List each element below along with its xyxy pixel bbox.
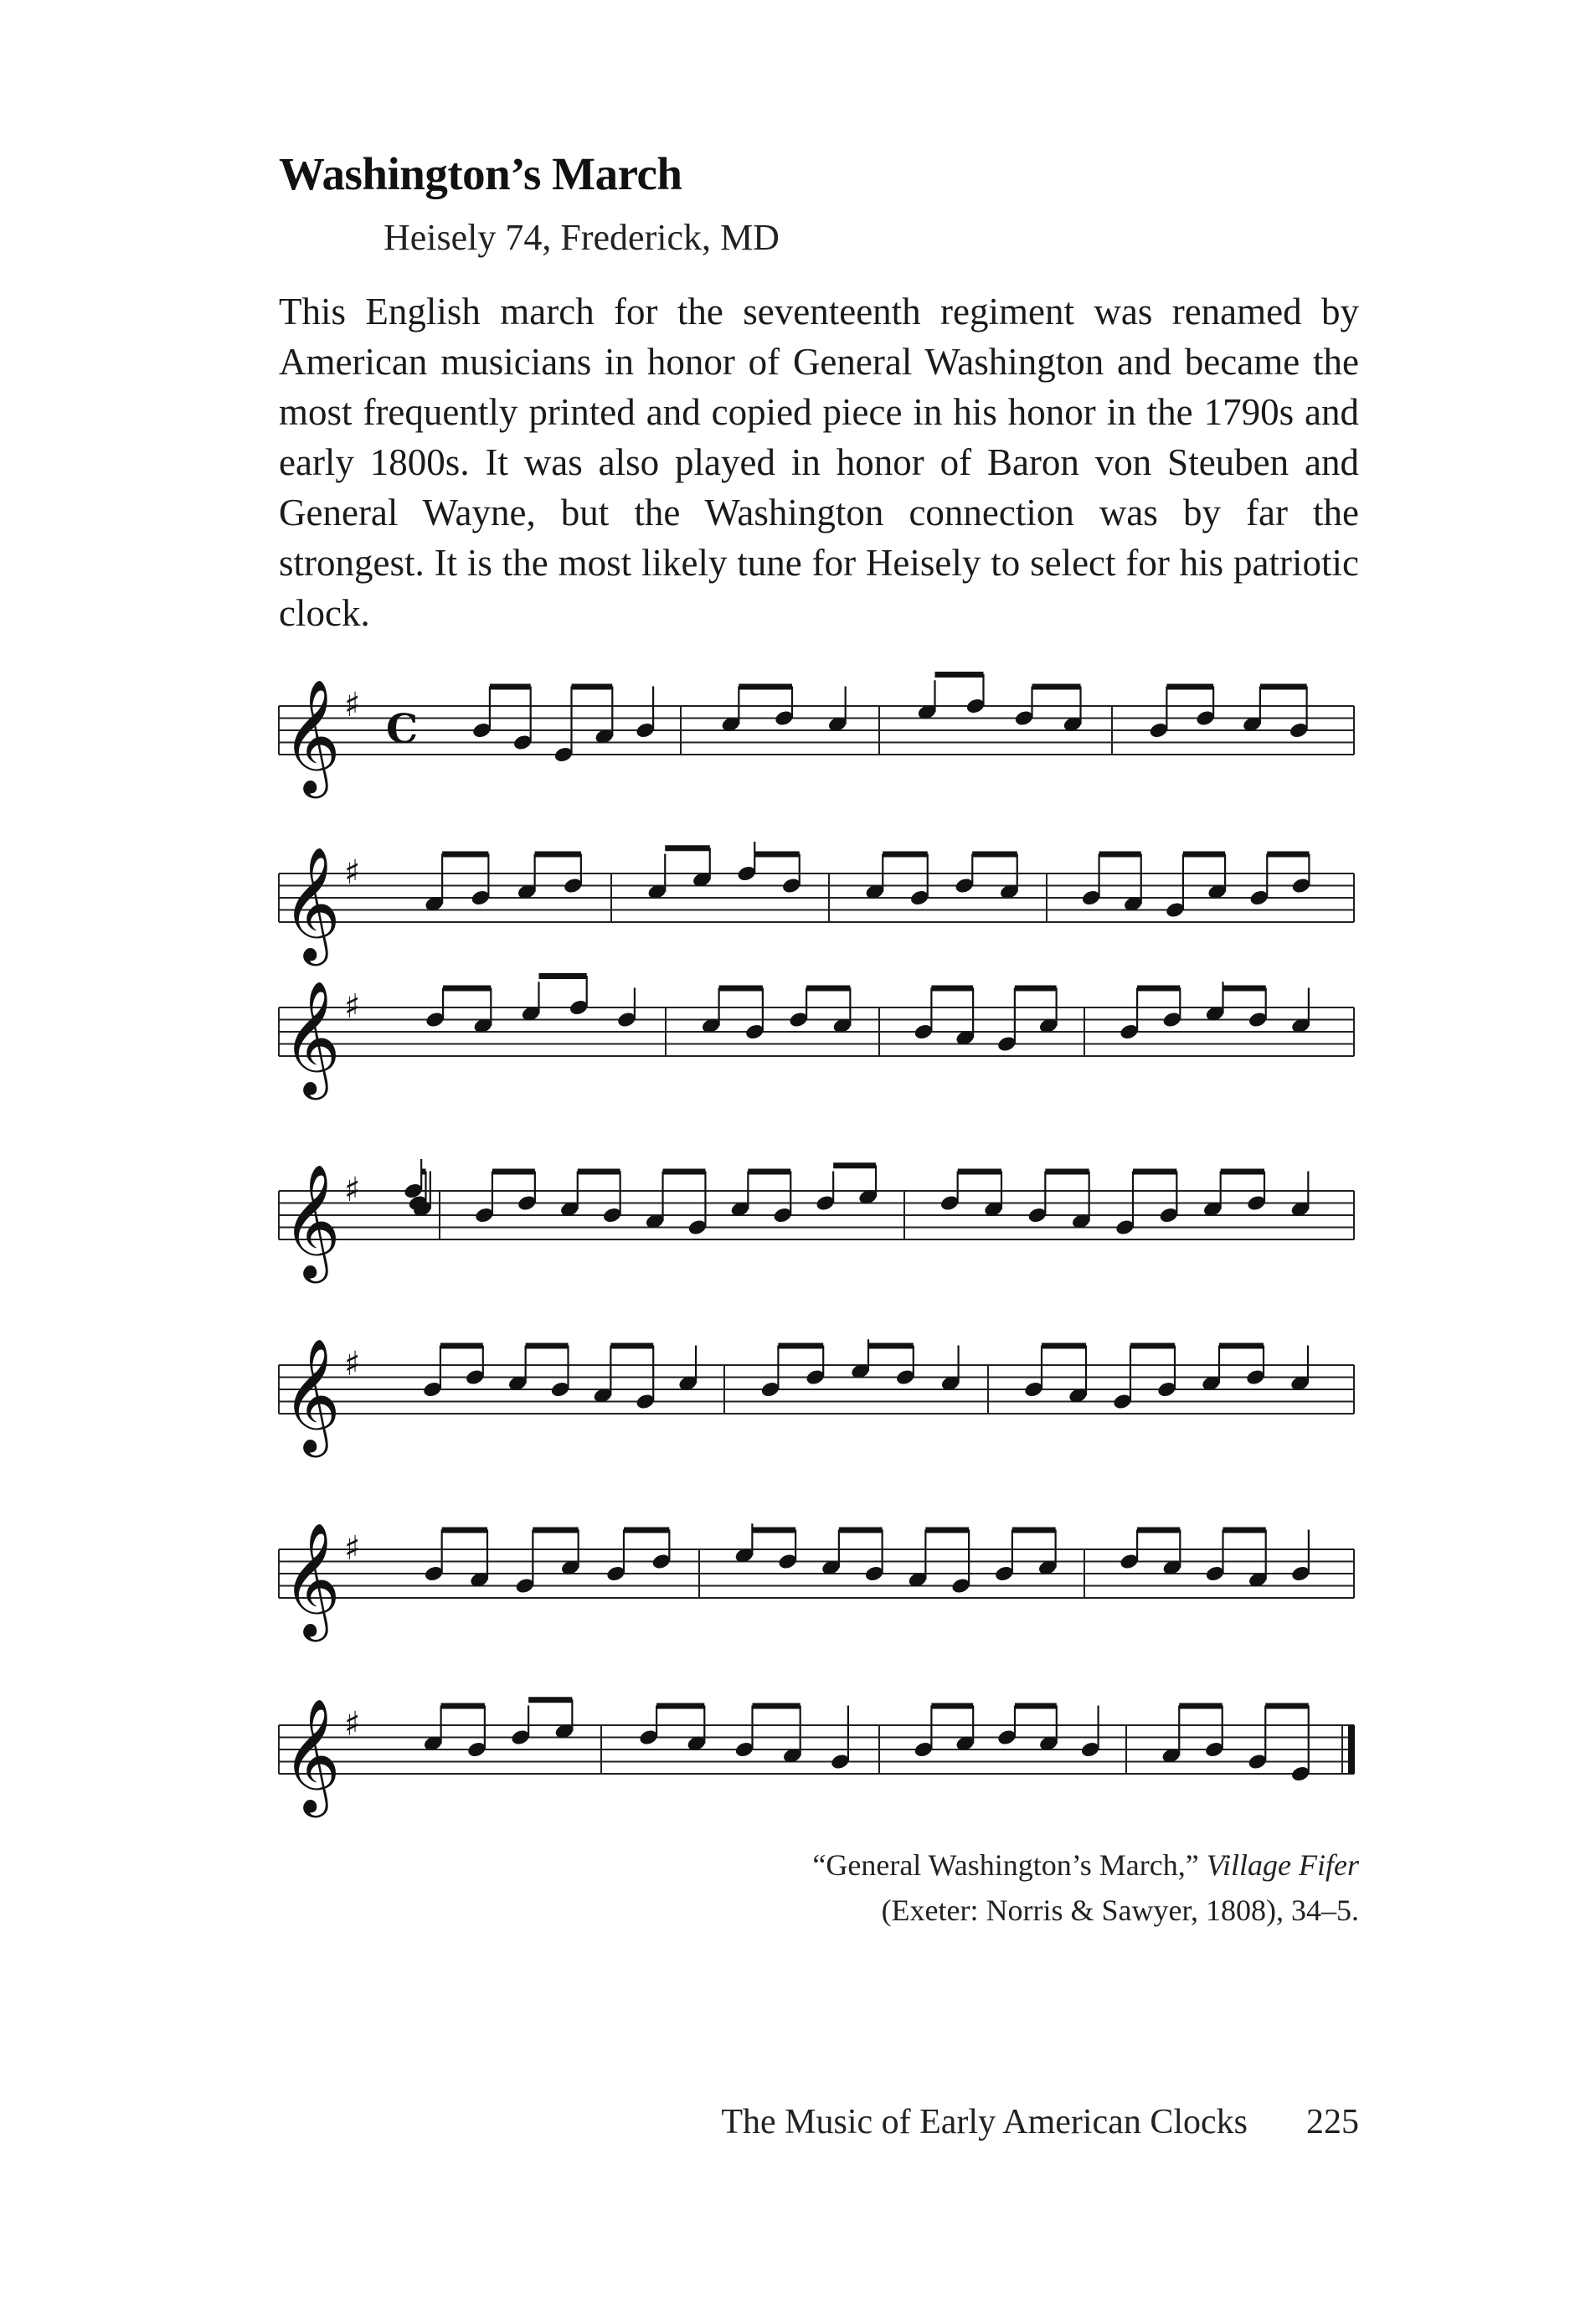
running-title: The Music of Early American Clocks — [721, 2103, 1248, 2141]
sharp-icon: ♯ — [344, 1705, 361, 1744]
note-beam — [1015, 986, 1057, 992]
page-subtitle: Heisely 74, Frederick, MD — [383, 217, 780, 258]
note-beam — [1267, 852, 1309, 858]
treble-clef-icon: 𝄞 — [282, 1337, 341, 1452]
note-beam — [739, 684, 792, 690]
source-book: Village Fifer — [1206, 1848, 1359, 1882]
source-citation — [812, 1842, 1359, 1933]
sharp-icon: ♯ — [344, 686, 361, 724]
music-staff — [279, 672, 1354, 798]
note-beam — [1015, 1703, 1057, 1709]
note-beam — [539, 973, 587, 979]
note-beam — [1137, 986, 1180, 992]
note-beam — [1166, 684, 1213, 690]
note-beam — [1265, 1703, 1309, 1709]
common-time-icon: C — [386, 706, 419, 753]
music-staff — [279, 842, 1354, 966]
note-beam — [440, 1343, 483, 1349]
note-beam — [490, 684, 531, 690]
note-beam — [624, 1528, 669, 1533]
note-beam — [442, 1528, 487, 1533]
note-beam — [925, 1528, 969, 1533]
note-beam — [935, 672, 984, 678]
note-beam — [748, 1169, 790, 1175]
music-staff — [279, 1697, 1355, 1817]
sharp-icon: ♯ — [344, 987, 361, 1026]
page-number: 225 — [1306, 2103, 1359, 2141]
note-beam — [1223, 1528, 1266, 1533]
page-title: Washington’s March — [279, 148, 682, 199]
note-beam — [806, 986, 850, 992]
note-beam — [610, 1343, 653, 1349]
note-beam — [1260, 684, 1307, 690]
note-beam — [1179, 1703, 1223, 1709]
treble-clef-icon: 𝄞 — [282, 678, 341, 793]
note-beam — [1032, 684, 1081, 690]
note-beam — [754, 852, 800, 858]
sharp-icon: ♯ — [344, 1529, 361, 1568]
music-staff — [279, 1337, 1354, 1457]
note-beam — [931, 1703, 973, 1709]
note-beam — [972, 852, 1017, 858]
page-footer — [721, 2102, 1359, 2142]
note-beam — [1133, 1169, 1176, 1175]
note-beam — [441, 1703, 485, 1709]
note-beam — [931, 986, 973, 992]
note-beam — [958, 1169, 1001, 1175]
source-line-2: (Exeter: Norris & Sawyer, 1808), 34–5. — [881, 1894, 1359, 1927]
note-beam — [421, 1169, 425, 1175]
sharp-icon: ♯ — [344, 1345, 361, 1384]
note-beam — [443, 986, 491, 992]
note-beam — [656, 1703, 704, 1709]
note-beam — [578, 1169, 620, 1175]
note-beam — [752, 1528, 795, 1533]
treble-clef-icon: 𝄞 — [282, 1697, 341, 1812]
note-beam — [1221, 1169, 1264, 1175]
note-beam — [1223, 986, 1266, 992]
final-barline — [1348, 1725, 1355, 1774]
note-beam — [778, 1343, 823, 1349]
body-paragraph: This English march for the seventeenth regiment was renamed by American musicians in honor of General Washington and became the most frequently printed and copied piece in his honor in the 1790s and early 1800s. It was also played in honor of Baron von Steuben and General Wayne, but the Washington connection was by far the strongest. It is the most likely tune for Heisely to select for his patriotic clock. — [279, 291, 1359, 634]
sharp-icon: ♯ — [344, 1171, 361, 1209]
treble-clef-icon: 𝄞 — [282, 1162, 341, 1278]
music-staff — [279, 973, 1354, 1100]
treble-clef-icon: 𝄞 — [282, 845, 341, 961]
note-beam — [833, 1162, 876, 1168]
note-beam — [663, 1169, 706, 1175]
note-beam — [665, 845, 710, 851]
note-beam — [719, 986, 763, 992]
note-beam — [753, 1703, 800, 1709]
note-beam — [1130, 1343, 1175, 1349]
note-beam — [528, 1697, 572, 1703]
note-beam — [492, 1169, 535, 1175]
treble-clef-icon: 𝄞 — [282, 1521, 341, 1636]
note-beam — [839, 1528, 883, 1533]
note-beam — [868, 1343, 914, 1349]
treble-clef-icon: 𝄞 — [282, 979, 341, 1095]
note-beam — [526, 1343, 569, 1349]
source-title: “General Washington’s March,” — [812, 1848, 1199, 1882]
sharp-icon: ♯ — [344, 853, 361, 892]
note-beam — [1045, 1169, 1089, 1175]
note-beam — [442, 852, 488, 858]
note-beam — [1042, 1343, 1086, 1349]
note-beam — [1012, 1528, 1056, 1533]
note-beam — [533, 1528, 578, 1533]
note-beam — [572, 684, 613, 690]
source-line-1 — [812, 1842, 1359, 1888]
note-beam — [1137, 1528, 1180, 1533]
note-beam — [1099, 852, 1141, 858]
note-beam — [1219, 1343, 1264, 1349]
note-beam — [883, 852, 928, 858]
note-beam — [535, 852, 581, 858]
note-beam — [1183, 852, 1225, 858]
music-staff — [279, 1159, 1354, 1283]
music-staff — [279, 1521, 1354, 1641]
